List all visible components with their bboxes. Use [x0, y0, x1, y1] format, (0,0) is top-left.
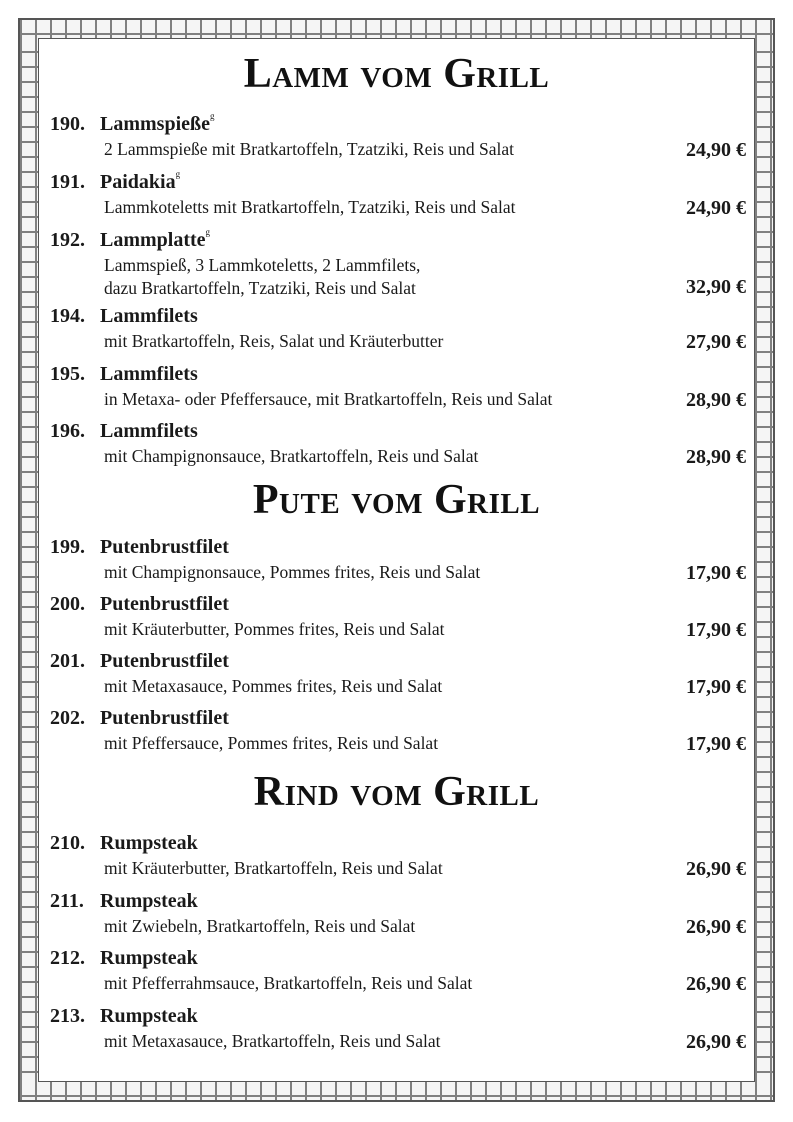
item-price: 17,90 € — [686, 562, 746, 584]
menu-item-190 — [50, 113, 215, 136]
item-price: 28,90 € — [686, 389, 746, 411]
item-number: 191. — [50, 171, 85, 193]
item-price: 24,90 € — [686, 139, 746, 161]
menu-item-212 — [50, 947, 198, 970]
item-price: 17,90 € — [686, 619, 746, 641]
item-description: in Metaxa- oder Pfeffersauce, mit Bratkartoffeln, Reis und Salat — [104, 389, 553, 409]
menu-item-201 — [50, 650, 229, 673]
item-description: Lammkoteletts mit Bratkartoffeln, Tzatziki, Reis und Salat — [104, 197, 516, 217]
item-description: mit Pfefferrahmsauce, Bratkartoffeln, Reis und Salat — [104, 973, 473, 993]
item-price: 17,90 € — [686, 676, 746, 698]
item-price: 27,90 € — [686, 331, 746, 353]
greek-key-border-top — [20, 20, 773, 38]
item-number: 200. — [50, 593, 85, 615]
item-description: mit Bratkartoffeln, Reis, Salat und Kräuterbutter — [104, 331, 444, 351]
item-number: 212. — [50, 947, 85, 969]
item-description: mit Metaxasauce, Pommes frites, Reis und Salat — [104, 676, 443, 696]
item-description: mit Zwiebeln, Bratkartoffeln, Reis und Salat — [104, 916, 416, 936]
item-price: 26,90 € — [686, 1031, 746, 1053]
section-title-rind: Rind vom Grill — [253, 769, 540, 815]
greek-key-border-left — [20, 38, 38, 1082]
item-name: Putenbrustfilet — [100, 707, 229, 729]
item-number: 196. — [50, 420, 85, 442]
item-name: Lammspieße — [100, 113, 210, 135]
menu-item-213 — [50, 1005, 198, 1028]
item-name: Paidakia — [100, 171, 176, 193]
item-number: 211. — [50, 890, 84, 912]
item-number: 194. — [50, 305, 85, 327]
item-name: Rumpsteak — [100, 1005, 198, 1027]
item-description: mit Kräuterbutter, Pommes frites, Reis und Salat — [104, 619, 445, 639]
greek-key-border-bottom — [20, 1082, 773, 1100]
menu-item-192 — [50, 229, 210, 252]
item-number: 201. — [50, 650, 85, 672]
item-number: 192. — [50, 229, 85, 251]
item-name: Lammfilets — [100, 363, 198, 385]
item-description: dazu Bratkartoffeln, Tzatziki, Reis und Salat — [104, 278, 416, 298]
allergen-mark: g — [205, 227, 211, 237]
item-name: Lammplatte — [100, 229, 206, 251]
greek-key-border-right — [755, 38, 773, 1082]
item-description: mit Kräuterbutter, Bratkartoffeln, Reis und Salat — [104, 858, 443, 878]
item-description: mit Champignonsauce, Bratkartoffeln, Reis und Salat — [104, 446, 479, 466]
item-price: 32,90 € — [686, 276, 746, 298]
item-number: 213. — [50, 1005, 85, 1027]
menu-item-210 — [50, 832, 198, 855]
item-number: 199. — [50, 536, 85, 558]
menu-item-194 — [50, 305, 198, 328]
item-description: mit Pfeffersauce, Pommes frites, Reis und Salat — [104, 733, 439, 753]
menu-item-200 — [50, 593, 229, 616]
item-name: Putenbrustfilet — [100, 593, 229, 615]
item-price: 26,90 € — [686, 973, 746, 995]
allergen-mark: g — [210, 111, 215, 121]
item-description: 2 Lammspieße mit Bratkartoffeln, Tzatziki, Reis und Salat — [104, 139, 515, 159]
item-description: Lammspieß, 3 Lammkoteletts, 2 Lammfilets, — [104, 255, 421, 275]
item-name: Rumpsteak — [100, 947, 198, 969]
item-name: Putenbrustfilet — [100, 650, 229, 672]
item-name: Putenbrustfilet — [100, 536, 229, 558]
menu-item-211 — [50, 890, 198, 913]
item-price: 28,90 € — [686, 446, 746, 468]
item-price: 24,90 € — [686, 197, 746, 219]
item-price: 26,90 € — [686, 858, 746, 880]
item-description: mit Champignonsauce, Pommes frites, Reis und Salat — [104, 562, 481, 582]
item-price: 26,90 € — [686, 916, 746, 938]
item-name: Lammfilets — [100, 305, 198, 327]
item-number: 195. — [50, 363, 85, 385]
item-number: 190. — [50, 113, 85, 135]
menu-item-191 — [50, 171, 180, 194]
item-name: Rumpsteak — [100, 832, 198, 854]
menu-item-199 — [50, 536, 229, 559]
item-number: 210. — [50, 832, 85, 854]
menu-item-195 — [50, 363, 198, 386]
menu-item-202 — [50, 707, 229, 730]
section-title-lamm: Lamm vom Grill — [243, 51, 550, 97]
item-price: 17,90 € — [686, 733, 746, 755]
section-title-pute: Pute vom Grill — [252, 477, 541, 523]
menu-item-196 — [50, 420, 198, 443]
item-name: Lammfilets — [100, 420, 198, 442]
allergen-mark: g — [175, 169, 181, 179]
item-description: mit Metaxasauce, Bratkartoffeln, Reis und Salat — [104, 1031, 441, 1051]
item-number: 202. — [50, 707, 85, 729]
item-name: Rumpsteak — [100, 890, 198, 912]
